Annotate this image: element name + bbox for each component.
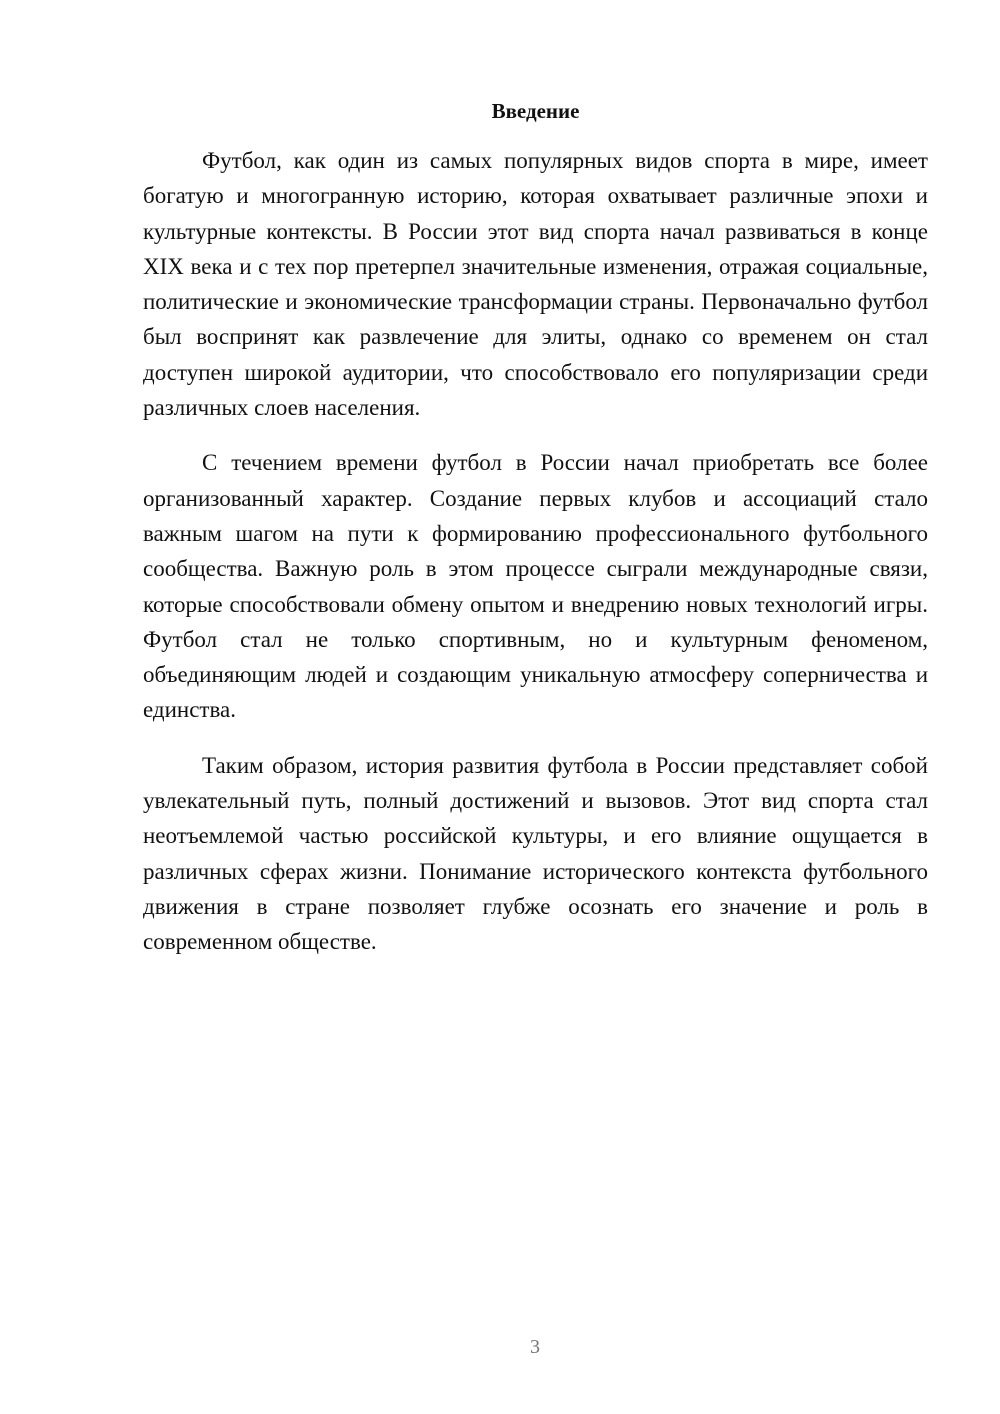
paragraph-2: С течением времени футбол в России начал приобретать все более организованный характер. Создание первых клубов и ассоциаций стало важным шагом на пути к формированию профессионального футбольного сообщества. Важную роль в этом процессе сыграли международные связи, которые способствовали обмену опытом и внедрению новых технологий игры. Футбол стал не только спортивным, но и культурным феноменом, объединяющим людей и создающим уникальную атмосферу соперничества и единства.	[143, 450, 928, 723]
body-text	[143, 143, 928, 980]
paragraph-3: Таким образом, история развития футбола в России представляет собой увлекательный путь, полный достижений и вызовов. Этот вид спорта стал неотъемлемой частью российской культуры, и его влияние ощущается в различных сферах жизни. Понимание исторического контекста футбольного движения в стране позволяет глубже осознать его значение и роль в современном обществе.	[143, 752, 928, 955]
page-title: Введение	[491, 99, 580, 123]
paragraph-1: Футбол, как один из самых популярных видов спорта в мире, имеет богатую и многогранную историю, которая охватывает различные эпохи и культурные контексты. В России этот вид спорта начал развиваться в конце XIX века и с тех пор претерпел значительные изменения, отражая социальные, политические и экономические трансформации страны. Первоначально футбол был воспринят как развлечение для элиты, однако со временем он стал доступен широкой аудитории, что способствовало его популяризации среди различных слоев населения.	[143, 148, 928, 421]
page-number: 3	[530, 1336, 540, 1358]
